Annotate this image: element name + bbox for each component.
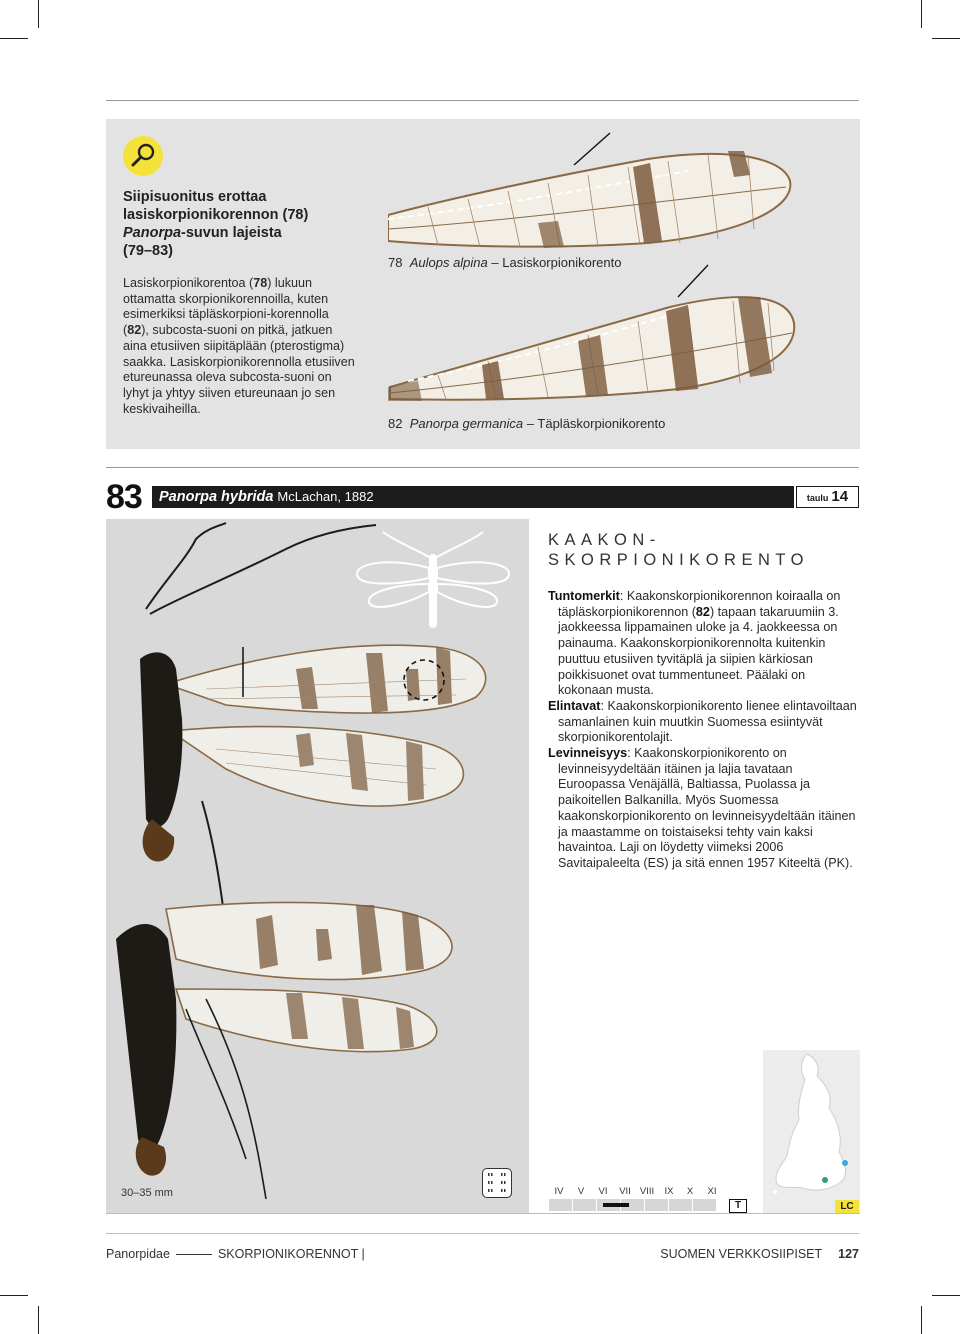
month-label: X <box>686 1186 694 1197</box>
month-cell <box>549 1199 572 1211</box>
crop-mark <box>0 1295 28 1296</box>
info-box <box>106 119 860 449</box>
caption-78: 78 Aulops alpina – Lasiskorpionikorento <box>388 255 622 270</box>
wing-photo-82 <box>388 261 808 411</box>
tuntomerkit-paragraph: Tuntomerkit: Kaakonskorpionikorennon koiraalla on täpläskorpionikorennon (82) tapaan takaruumiin 3. jaokkeessa lippamainen uloke ja 4. jaokkeessa on painauma. Kaakonskorpionikorennolta kuitenkin puuttuu etusiiven tyvitäplä ja siipien kärkiosan poikkisuonet ovat tummentuneet. Päälaki on kokonaan musta. <box>548 589 841 698</box>
footer-dash <box>176 1254 212 1255</box>
month-label: IX <box>664 1186 674 1197</box>
footer-left <box>106 1247 365 1261</box>
info-body: Lasiskorpionikorentoa (78) lukuun ottamatta skorpionikorennoilla, kuten esimerkiksi täpläskorpioni-korennolla (82), subcosta-suoni on pitkä, jatkuen aina etusiiven siipitäplään (pterostigma) saakka. Lasiskorpionikorennolla etusiiven etureunassa oleva subcosta-suoni on lyhyt ja yhtyy siiven etureunaan jo sen keskivaiheilla. <box>123 276 355 416</box>
crop-mark <box>921 1306 922 1334</box>
flight-period <box>549 1186 719 1216</box>
species-number: 83 <box>106 478 142 516</box>
footer-book-title: SUOMEN VERKKOSIIPISET <box>660 1247 823 1261</box>
wing-photo-78 <box>388 131 808 261</box>
elintavat-paragraph: Elintavat: Kaakonskorpionikorento lienee elintavoiltaan samanlainen kuin muutkin Suomessa esiintyvät skorpionikorentolajit. <box>548 698 857 745</box>
footer-right <box>660 1247 859 1261</box>
levinneisyys-paragraph: Levinneisyys: Kaakonskorpionikorento on levinneisyydeltään itäinen ja lajia tavataan Euroopassa Venäjällä, Baltiassa, Puolassa ja paikoitellen Balkanilla. Myös Suomessa kaakonskorpionikorento on levinneisyydeltään itäinen ja maastamme on toistaiseksi tehty vain kaksi havaintoa. Laji on löydetty viimeksi 2006 Savitaipaleelta (ES) ja sitä ennen 1957 Kiteeltä (PK). <box>548 746 856 870</box>
species-description <box>548 589 860 872</box>
info-title: Siipisuonitus erottaa lasiskorpionikorennon (78) Panorpa-suvun lajeista (79–83) <box>123 189 309 259</box>
caption-82: 82 Panorpa germanica – Täpläskorpionikorento <box>388 416 666 431</box>
insect-outline-icon <box>353 528 513 648</box>
footer-rule <box>106 1233 859 1234</box>
month-label: VII <box>619 1186 631 1197</box>
month-label: IV <box>554 1186 564 1197</box>
crop-mark <box>38 0 39 28</box>
t-badge: T <box>729 1199 747 1213</box>
bottom-rule <box>106 1213 860 1214</box>
month-cell <box>693 1199 716 1211</box>
size-scale-icon <box>482 1168 512 1198</box>
top-rule <box>106 100 859 101</box>
common-name: KAAKON- SKORPIONIKORENTO <box>548 531 809 569</box>
flight-period-bar <box>603 1203 629 1207</box>
month-label: VI <box>598 1186 608 1197</box>
crop-mark <box>38 1306 39 1334</box>
species-author: McLachan, 1882 <box>277 489 374 504</box>
crop-mark <box>0 38 28 39</box>
month-label: VIII <box>639 1186 655 1197</box>
page-number: 127 <box>838 1247 859 1261</box>
crop-mark <box>921 0 922 28</box>
month-cell <box>645 1199 668 1211</box>
plate-reference: taulu 14 <box>796 486 859 508</box>
distribution-map <box>763 1050 860 1213</box>
section-rule <box>106 467 859 468</box>
conservation-status-badge: LC <box>835 1200 859 1213</box>
species-title-bar <box>152 486 794 508</box>
month-label: XI <box>707 1186 717 1197</box>
month-cell <box>573 1199 596 1211</box>
crop-mark <box>932 38 960 39</box>
magnifier-icon <box>123 136 163 176</box>
crop-mark <box>932 1295 960 1296</box>
footer-family: Panorpidae <box>106 1247 170 1261</box>
month-cell <box>669 1199 692 1211</box>
footer-order: SKORPIONIKORENNOT <box>217 1247 359 1261</box>
size-label: 30–35 mm <box>121 1187 173 1199</box>
scientific-name: Panorpa hybrida <box>159 489 274 505</box>
month-label: V <box>577 1186 585 1197</box>
footer-separator: | <box>361 1247 365 1261</box>
